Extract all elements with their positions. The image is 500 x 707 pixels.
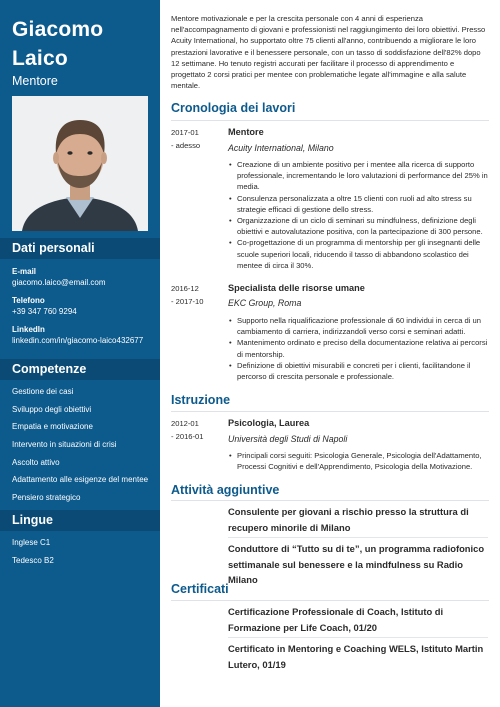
activities-heading: Attività aggiuntive xyxy=(171,483,280,497)
experience-heading: Cronologia dei lavori xyxy=(171,101,296,115)
email-label: E-mail xyxy=(12,267,37,276)
candidate-role: Mentore xyxy=(12,74,58,88)
degree-title: Psicologia, Laurea xyxy=(228,418,310,428)
date-to: - 2017-10 xyxy=(171,297,204,306)
education-bullets xyxy=(228,450,488,472)
bullet-item: • Principali corsi seguiti: Psicologia Generale, Psicologia dell'Adattamento, Processi Cognitivi e dell'Apprendimento, Psicologia della Motivazione. xyxy=(228,450,488,472)
language-item: Inglese C1 xyxy=(12,538,51,547)
divider xyxy=(171,120,489,121)
skill-item: Gestione dei casi xyxy=(12,387,74,396)
sidebar xyxy=(0,0,160,707)
skills-list xyxy=(12,383,148,507)
bullet-item: • Creazione di un ambiente positivo per i mentee alla ricerca di supporto professionale, incrementando le loro valutazioni di performance del 25% in media. xyxy=(228,159,488,193)
skill-item: Pensiero strategico xyxy=(12,493,81,503)
divider xyxy=(228,537,488,538)
profile-photo xyxy=(12,96,148,231)
job-employer: Acuity International, Milano xyxy=(228,143,334,153)
contact-email xyxy=(12,266,106,288)
date-to: - 2016-01 xyxy=(171,432,204,441)
job-title: Mentore xyxy=(228,127,264,137)
date-from: 2016-12 xyxy=(171,284,199,293)
bullet-item: • Organizzazione di un ciclo di seminari su mindfulness, definizione degli obiettivi e autovalutazione positiva, con la partecipazione di 300 persone. xyxy=(228,215,488,237)
certificate-item: Certificazione Professionale di Coach, Istituto di Formazione per Life Coach, 01/20 xyxy=(228,606,444,633)
phone-value: +39 347 760 9294 xyxy=(12,307,77,316)
job-dates xyxy=(171,282,221,308)
date-from: 2017-01 xyxy=(171,128,199,137)
skill-item: Intervento in situazioni di crisi xyxy=(12,440,117,450)
skills-heading: Competenze xyxy=(0,359,160,380)
activity-item: Consulente per giovani a rischio presso la struttura di recupero minorile di Milano xyxy=(228,506,469,533)
job-title: Specialista delle risorse umane xyxy=(228,283,365,293)
job-dates xyxy=(171,126,221,152)
education-heading: Istruzione xyxy=(171,393,231,407)
contact-linkedin xyxy=(12,324,143,346)
date-to: - adesso xyxy=(171,141,201,150)
linkedin-value: linkedin.com/in/giacomo-laico432677 xyxy=(12,336,144,345)
linkedin-label: LinkedIn xyxy=(12,325,45,334)
last-name: Laico xyxy=(12,47,68,70)
divider xyxy=(171,411,489,412)
first-name: Giacomo xyxy=(12,18,104,41)
skill-item: Ascolto attivo xyxy=(12,457,60,467)
bullet-item: • Co-progettazione di un programma di mentorship per gli insegnanti delle scuole superiori locali, riducendo il tasso di abbandono scolastico dei mentee di circa il 30%. xyxy=(228,237,488,271)
candidate-name xyxy=(12,15,103,73)
job-employer: EKC Group, Roma xyxy=(228,298,302,308)
languages-list xyxy=(12,534,54,569)
personal-data-heading: Dati personali xyxy=(0,238,160,259)
professional-summary: Mentore motivazionale e per la crescita personale con 4 anni di esperienza nell'accompagnamento di giovani e professionisti nel raggiungimento dei loro obiettivi. Presso Acuity International, ho supportato oltre 75 clienti all'anno, contribuendo a migliorare le loro prestazioni lavorative e il benessere personale, con un tasso di soddisfazione dell'82% dopo 12 settimane. Ho tenuto registri accurati per facilitare il processo di apprendimento e progettato 2 corsi pratici per mentee con problematiche legate all'immagine e alla salute mentale. xyxy=(171,14,486,91)
job-bullets xyxy=(228,159,488,271)
education-dates xyxy=(171,417,221,443)
date-from: 2012-01 xyxy=(171,419,199,428)
bullet-item: • Consulenza personalizzata a oltre 15 clienti con ruoli ad alto stress su strategie efficaci di gestione dello stress. xyxy=(228,193,488,215)
skill-item: Sviluppo degli obiettivi xyxy=(12,404,92,414)
contact-phone xyxy=(12,295,77,317)
languages-heading: Lingue xyxy=(0,510,160,531)
bullet-item: • Definizione di obiettivi misurabili e concreti per i clienti, facilitandone il percorso di crescita personale e professionale. xyxy=(228,360,488,382)
skill-item: Empatia e motivazione xyxy=(12,422,93,432)
skill-item: Adattamento alle esigenze del mentee xyxy=(12,475,149,485)
school-name: Università degli Studi di Napoli xyxy=(228,434,348,444)
language-item: Tedesco B2 xyxy=(12,555,54,565)
certificate-item: Certificato in Mentoring e Coaching WELS, Istituto Martin Lutero, 01/19 xyxy=(228,643,484,670)
job-bullets xyxy=(228,315,488,382)
certificates-heading: Certificati xyxy=(171,582,229,596)
activity-item: Conduttore di “Tutto su di te”, un programma radiofonico settimanale sul benessere e la mindfulness su Radio Milano xyxy=(228,543,485,585)
phone-label: Telefono xyxy=(12,296,45,305)
divider xyxy=(228,637,488,638)
divider xyxy=(171,600,489,601)
email-value: giacomo.laico@email.com xyxy=(12,278,106,287)
bullet-item: • Supporto nella riqualificazione professionale di 60 individui in cerca di un cambiamento di carriera, indirizzandoli verso corsi e seminari adatti. xyxy=(228,315,488,337)
divider xyxy=(171,500,489,501)
bullet-item: • Mantenimento ordinato e preciso della documentazione relativa ai percorsi di mentorship. xyxy=(228,337,488,359)
